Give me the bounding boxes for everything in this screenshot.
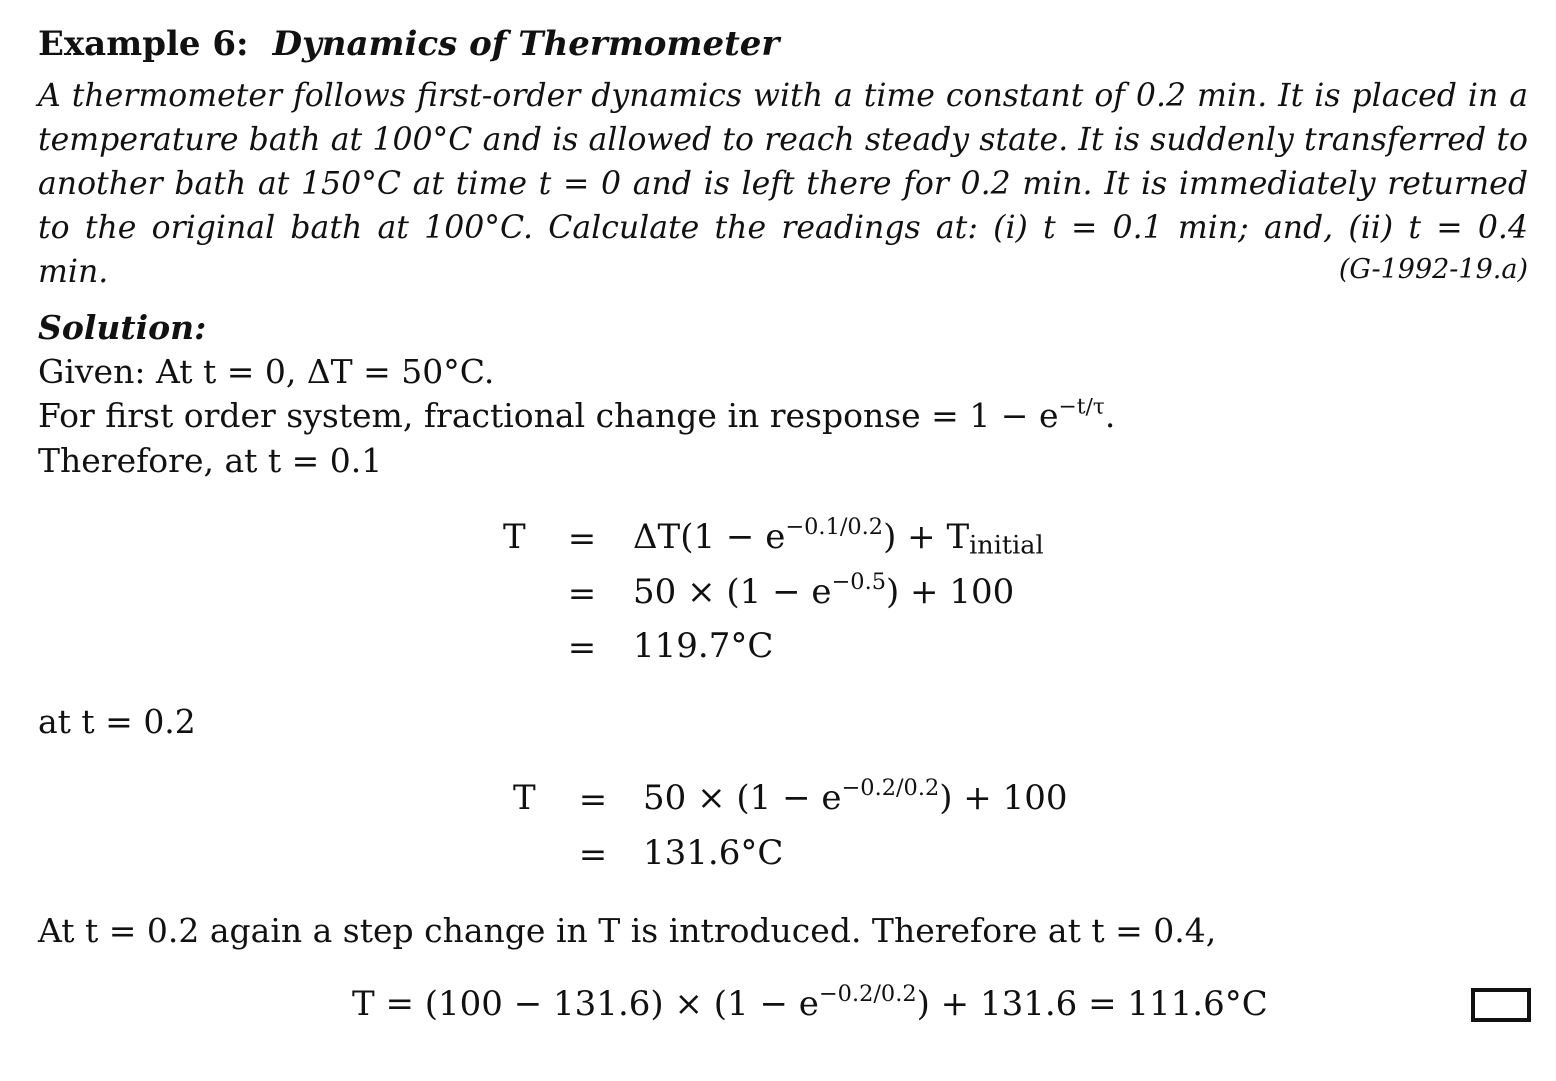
- problem-line: to the original bath at 100°C. Calculate the readings at: (i) t = 0.1 min; and, (ii) t = 0.4: [38, 210, 1528, 246]
- step-change-line: At t = 0.2 again a step change in T is introduced. Therefore at t = 0.4,: [38, 911, 1217, 950]
- eq1-row2-a: 50 × (1 − e: [633, 572, 832, 612]
- eq1-row2-b: ) + 100: [885, 572, 1015, 612]
- eq1-row2: [633, 569, 1015, 612]
- final-eq-exponent: −0.2/0.2: [818, 981, 917, 1008]
- eq1-row3: 119.7°C: [633, 626, 774, 666]
- problem-line: min.: [38, 254, 109, 290]
- therefore-line: Therefore, at t = 0.1: [38, 441, 383, 480]
- eq2-row1: [643, 775, 1068, 818]
- eq1-lhs: T: [503, 517, 526, 557]
- example-label: Example 6:: [38, 24, 249, 64]
- eq1-equals-1: =: [567, 519, 597, 559]
- qed-box-icon: [1471, 988, 1531, 1022]
- problem-source: (G-1992-19.a): [1338, 254, 1528, 285]
- example-title: [38, 24, 779, 64]
- at-t02-line: at t = 0.2: [38, 702, 196, 741]
- eq2-row1-exponent: −0.2/0.2: [841, 775, 940, 802]
- first-order-exponent: −t/τ: [1058, 394, 1105, 420]
- eq1-row1-subscript: initial: [969, 530, 1044, 561]
- solution-heading: Solution:: [38, 308, 207, 347]
- first-order-line: [38, 396, 1115, 435]
- eq2-row2: 131.6°C: [643, 833, 784, 873]
- given-line: Given: At t = 0, ΔT = 50°C.: [38, 352, 495, 391]
- eq1-row1: [633, 514, 1044, 561]
- eq1-row1-exponent: −0.1/0.2: [785, 514, 884, 541]
- final-eq-a: T = (100 − 131.6) × (1 − e: [352, 984, 819, 1024]
- example-subtitle: Dynamics of Thermometer: [272, 24, 780, 64]
- final-eq-b: ) + 131.6 = 111.6°C: [916, 984, 1268, 1024]
- problem-line: temperature bath at 100°C and is allowed to reach steady state. It is suddenly transferred to: [38, 122, 1528, 158]
- eq2-row1-a: 50 × (1 − e: [643, 778, 842, 818]
- eq1-equals-3: =: [567, 628, 597, 668]
- problem-statement: [38, 74, 1528, 294]
- first-order-end: .: [1104, 396, 1116, 435]
- eq1-row2-exponent: −0.5: [831, 569, 886, 596]
- eq1-row1-a: ΔT(1 − e: [633, 517, 786, 557]
- final-equation: [352, 981, 1268, 1024]
- first-order-text: For first order system, fractional change in response = 1 − e: [38, 396, 1059, 435]
- eq1-equals-2: =: [567, 574, 597, 614]
- eq2-equals-1: =: [578, 780, 608, 820]
- eq2-lhs: T: [513, 778, 536, 818]
- problem-line: another bath at 150°C at time t = 0 and is left there for 0.2 min. It is immediately returned: [38, 166, 1528, 202]
- problem-line: A thermometer follows first-order dynamics with a time constant of 0.2 min. It is placed in a: [38, 78, 1528, 114]
- eq2-equals-2: =: [578, 835, 608, 875]
- eq1-row1-b: ) + T: [883, 517, 970, 557]
- eq2-row1-b: ) + 100: [939, 778, 1068, 818]
